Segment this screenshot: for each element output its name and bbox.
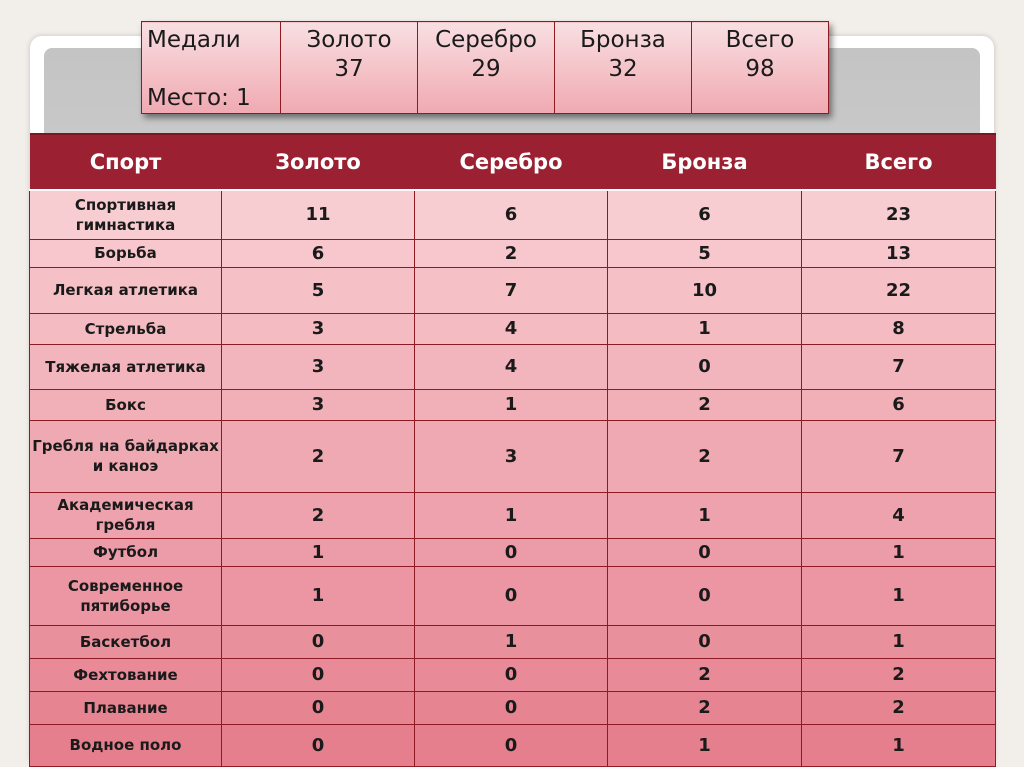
table-row	[30, 267, 996, 313]
cell-gold: 1	[222, 566, 415, 625]
cell-gold: 6	[222, 239, 415, 267]
header-sport: Спорт	[30, 134, 222, 190]
table-row	[30, 420, 996, 492]
cell-gold: 2	[222, 492, 415, 538]
summary-row	[142, 22, 829, 114]
summary-label-cell	[142, 22, 281, 114]
cell-silver: 0	[415, 724, 608, 766]
cell-gold: 0	[222, 691, 415, 724]
cell-silver: 1	[415, 625, 608, 658]
table-row	[30, 625, 996, 658]
cell-bronze: 1	[608, 724, 802, 766]
cell-gold: 11	[222, 190, 415, 239]
cell-silver: 0	[415, 566, 608, 625]
summary-total-cell	[692, 22, 829, 114]
medal-summary-table	[141, 21, 829, 114]
summary-silver-cell	[418, 22, 555, 114]
medals-label: Медали	[147, 27, 241, 53]
cell-gold: 5	[222, 267, 415, 313]
cell-total: 2	[802, 691, 996, 724]
table-row	[30, 190, 996, 239]
cell-sport: Спортивная гимнастика	[30, 190, 222, 239]
cell-total: 1	[802, 538, 996, 566]
cell-bronze: 2	[608, 691, 802, 724]
cell-total: 13	[802, 239, 996, 267]
cell-silver: 7	[415, 267, 608, 313]
place-label: Место: 1	[147, 85, 251, 111]
cell-bronze: 2	[608, 389, 802, 420]
table-row	[30, 492, 996, 538]
cell-total: 1	[802, 625, 996, 658]
cell-sport: Современное пятиборье	[30, 566, 222, 625]
cell-gold: 2	[222, 420, 415, 492]
table-row	[30, 239, 996, 267]
cell-total: 6	[802, 389, 996, 420]
cell-bronze: 6	[608, 190, 802, 239]
cell-bronze: 1	[608, 492, 802, 538]
summary-silver-label: Серебро	[435, 27, 537, 53]
cell-gold: 3	[222, 389, 415, 420]
cell-silver: 0	[415, 538, 608, 566]
table-row	[30, 389, 996, 420]
cell-silver: 0	[415, 691, 608, 724]
cell-total: 1	[802, 566, 996, 625]
summary-bronze-value: 32	[608, 56, 638, 82]
cell-sport: Водное поло	[30, 724, 222, 766]
summary-gold-cell	[281, 22, 418, 114]
cell-bronze: 10	[608, 267, 802, 313]
cell-silver: 3	[415, 420, 608, 492]
summary-gold-value: 37	[334, 56, 364, 82]
cell-sport: Бокс	[30, 389, 222, 420]
cell-bronze: 1	[608, 313, 802, 344]
cell-sport: Баскетбол	[30, 625, 222, 658]
cell-sport: Борьба	[30, 239, 222, 267]
cell-bronze: 2	[608, 658, 802, 691]
summary-bronze-cell	[555, 22, 692, 114]
table-header-row	[30, 134, 996, 190]
cell-sport: Фехтование	[30, 658, 222, 691]
cell-total: 7	[802, 420, 996, 492]
cell-sport: Гребля на байдарках и каноэ	[30, 420, 222, 492]
cell-bronze: 5	[608, 239, 802, 267]
cell-bronze: 0	[608, 344, 802, 389]
cell-silver: 0	[415, 658, 608, 691]
table-row	[30, 691, 996, 724]
table-row	[30, 344, 996, 389]
cell-total: 2	[802, 658, 996, 691]
medals-by-sport-table	[29, 133, 996, 767]
cell-bronze: 2	[608, 420, 802, 492]
summary-total-value: 98	[745, 56, 775, 82]
cell-sport: Тяжелая атлетика	[30, 344, 222, 389]
cell-gold: 0	[222, 658, 415, 691]
cell-sport: Стрельба	[30, 313, 222, 344]
cell-silver: 4	[415, 313, 608, 344]
table-row	[30, 313, 996, 344]
cell-bronze: 0	[608, 566, 802, 625]
cell-silver: 1	[415, 492, 608, 538]
table-row	[30, 566, 996, 625]
cell-sport: Академическая гребля	[30, 492, 222, 538]
cell-sport: Легкая атлетика	[30, 267, 222, 313]
cell-sport: Плавание	[30, 691, 222, 724]
cell-total: 23	[802, 190, 996, 239]
table-row	[30, 724, 996, 766]
cell-total: 4	[802, 492, 996, 538]
cell-total: 22	[802, 267, 996, 313]
header-gold: Золото	[222, 134, 415, 190]
summary-gold-label: Золото	[306, 27, 392, 53]
cell-total: 8	[802, 313, 996, 344]
cell-gold: 3	[222, 344, 415, 389]
summary-total-label: Всего	[725, 27, 795, 53]
cell-silver: 4	[415, 344, 608, 389]
cell-sport: Футбол	[30, 538, 222, 566]
cell-gold: 0	[222, 724, 415, 766]
header-silver: Серебро	[415, 134, 608, 190]
cell-bronze: 0	[608, 538, 802, 566]
table-row	[30, 658, 996, 691]
cell-silver: 6	[415, 190, 608, 239]
cell-silver: 1	[415, 389, 608, 420]
cell-total: 7	[802, 344, 996, 389]
table-row	[30, 538, 996, 566]
header-total: Всего	[802, 134, 996, 190]
cell-bronze: 0	[608, 625, 802, 658]
cell-gold: 1	[222, 538, 415, 566]
cell-total: 1	[802, 724, 996, 766]
summary-bronze-label: Бронза	[580, 27, 666, 53]
cell-silver: 2	[415, 239, 608, 267]
cell-gold: 0	[222, 625, 415, 658]
header-bronze: Бронза	[608, 134, 802, 190]
table-body	[30, 190, 996, 766]
summary-silver-value: 29	[471, 56, 501, 82]
cell-gold: 3	[222, 313, 415, 344]
